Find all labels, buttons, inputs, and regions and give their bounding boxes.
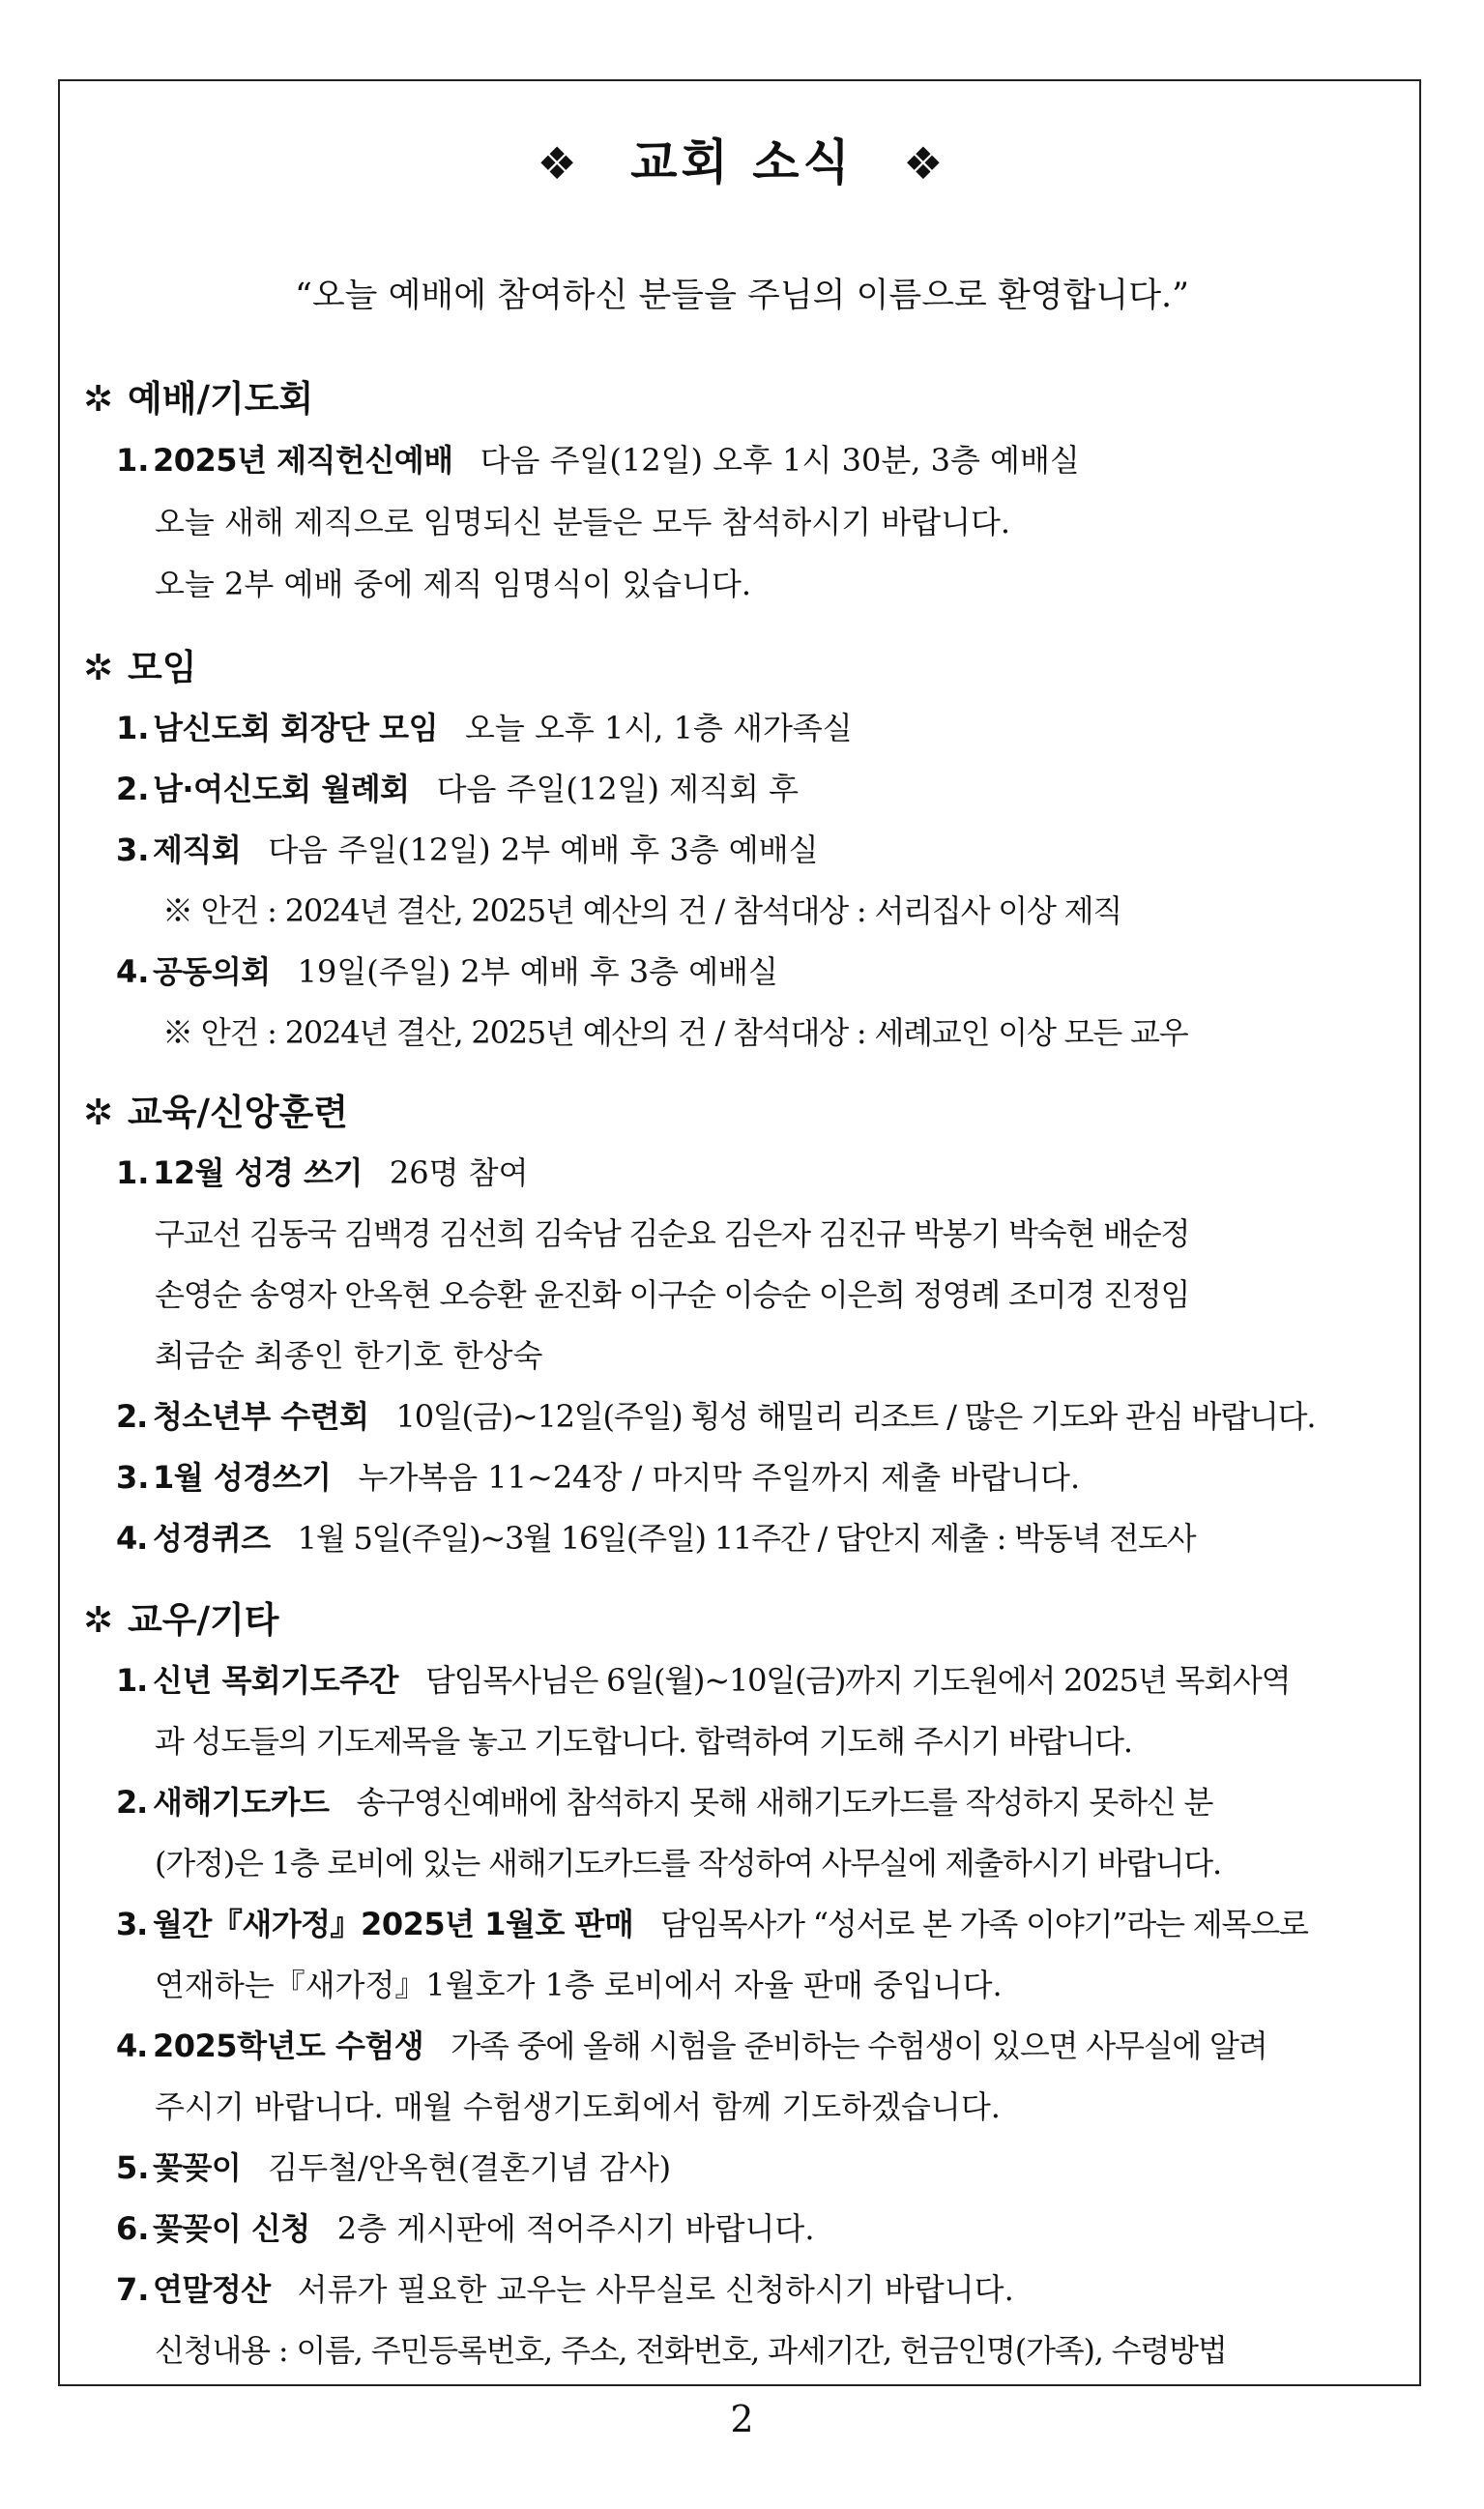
list-item-continuation: (가정)은 1층 로비에 있는 새해기도카드를 작성하여 사무실에 제출하시기 바랍니다. [155,1845,1221,1882]
page-title-text: 교회 소식 [630,134,854,190]
list-item: 3. 1월 성경쓰기 누가복음 11~24장 / 마지막 주일까지 제출 바랍니다. [116,1459,1081,1496]
asterisk-icon: ✲ [83,378,114,420]
section-heading-worship: ✲ 예배/기도회 [83,378,314,420]
list-item: 4. 2025학년도 수험생 가족 중에 올해 시험을 준비하는 수험생이 있으면 사무실에 알려 [116,2028,1267,2064]
participant-names: 구교선 김동국 김백경 김선희 김숙남 김순요 김은자 김진규 박봉기 박숙현 배순정 [155,1215,1190,1252]
page-number: 2 [730,2398,754,2440]
participant-names: 손영순 송영자 안옥현 오승환 윤진화 이구순 이승순 이은희 정영례 조미경 진정임 [155,1276,1190,1313]
agenda-note: ※ 안건 : 2024년 결산, 2025년 예산의 건 / 참석대상 : 서리집사 이상 제직 [162,892,1122,929]
list-item: 6. 꽃꽂이 신청 2층 게시판에 적어주시기 바랍니다. [116,2210,815,2247]
list-item: 7. 연말정산 서류가 필요한 교우는 사무실로 신청하시기 바랍니다. [116,2271,1014,2308]
list-item: 1. 남신도회 회장단 모임 오늘 오후 1시, 1층 새가족실 [116,710,853,746]
list-item-continuation: 과 성도들의 기도제목을 놓고 기도합니다. 합력하여 기도해 주시기 바랍니다. [155,1723,1132,1760]
section-heading-members: ✲ 교우/기타 [83,1599,279,1641]
diamond-icon: ❖ [903,137,947,190]
asterisk-icon: ✲ [83,1599,114,1641]
list-item: 4. 성경퀴즈 1월 5일(주일)~3월 16일(주일) 11주간 / 답안지 제출 : 박동녁 전도사 [116,1520,1196,1557]
list-item: 1. 12월 성경 쓰기 26명 참여 [116,1154,529,1191]
list-item: 3. 제직회 다음 주일(12일) 2부 예배 후 3층 예배실 [116,831,819,868]
application-details: 신청내용 : 이름, 주민등록번호, 주소, 전화번호, 과세기간, 헌금인명(가족), 수령방법 [155,2332,1227,2369]
welcome-message: “오늘 예배에 참여하신 분들을 주님의 이름으로 환영합니다.” [294,277,1190,315]
list-item-continuation: 연재하는『새가정』1월호가 1층 로비에서 자율 판매 중입니다. [155,1967,1003,2003]
diamond-icon: ❖ [537,137,581,190]
list-item: 1. 신년 목회기도주간 담임목사님은 6일(월)~10일(금)까지 기도원에서 2025년 목회사역 [116,1662,1291,1699]
list-item: 5. 꽃꽂이 김두철/안옥현(결혼기념 감사) [116,2149,672,2186]
section-heading-meetings: ✲ 모임 [83,647,197,688]
agenda-note: ※ 안건 : 2024년 결산, 2025년 예산의 건 / 참석대상 : 세례교인 이상 모든 교우 [162,1014,1188,1051]
participant-names: 최금순 최종인 한기호 한상숙 [155,1337,543,1374]
asterisk-icon: ✲ [83,647,114,688]
list-item-continuation: 주시기 바랍니다. 매월 수험생기도회에서 함께 기도하겠습니다. [155,2088,1001,2125]
section-heading-education: ✲ 교육/신앙훈련 [83,1092,348,1133]
list-item: 3. 월간『새가정』2025년 1월호 판매 담임목사가 “성서로 본 가족 이야기”라는 제목으로 [116,1906,1308,1942]
list-item: 2. 새해기도카드 송구영신예배에 참석하지 못해 새해기도카드를 작성하지 못하신 분 [116,1784,1213,1821]
list-item-continuation: 오늘 새해 제직으로 임명되신 분들은 모두 참석하시기 바랍니다. [155,504,1011,540]
list-item: 4. 공동의회 19일(주일) 2부 예배 후 3층 예배실 [116,953,778,990]
asterisk-icon: ✲ [83,1092,114,1133]
list-item: 2. 청소년부 수련회 10일(금)~12일(주일) 횡성 해밀리 리조트 / 많은 기도와 관심 바랍니다. [116,1398,1316,1435]
page-title [0,124,1484,193]
list-item: 2. 남·여신도회 월례회 다음 주일(12일) 제직회 후 [116,771,800,807]
list-item: 1. 2025년 제직헌신예배 다음 주일(12일) 오후 1시 30분, 3층 예배실 [116,442,1080,479]
list-item-continuation: 오늘 2부 예배 중에 제직 임명식이 있습니다. [155,566,752,602]
